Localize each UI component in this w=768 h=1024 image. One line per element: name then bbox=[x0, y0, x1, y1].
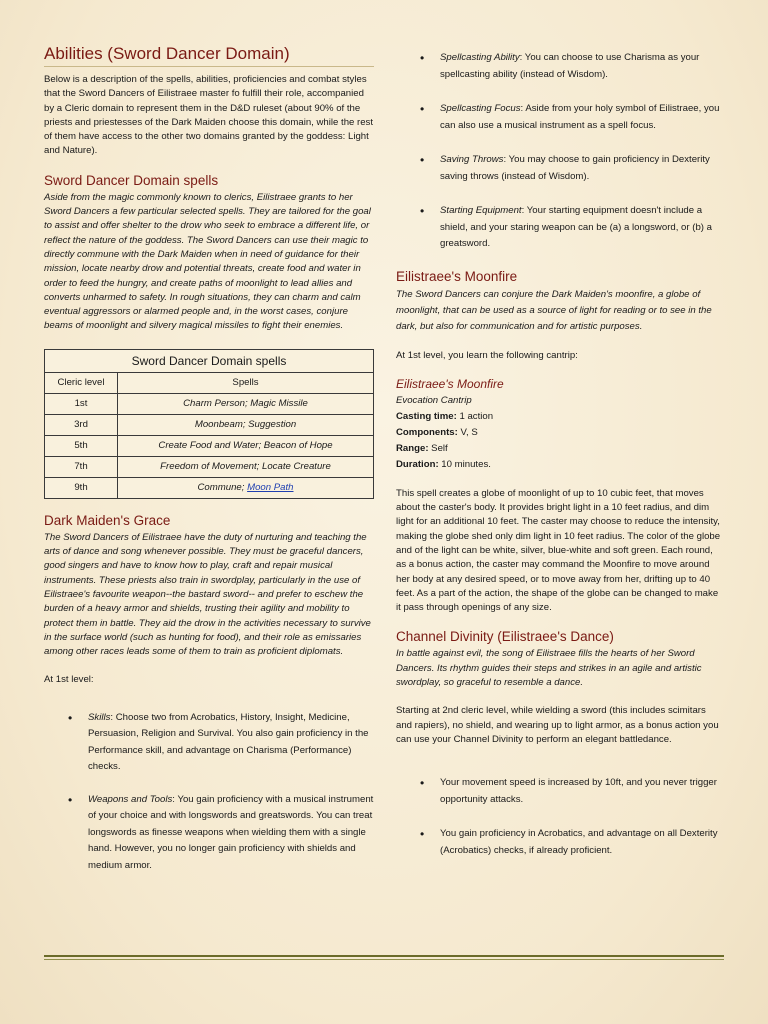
moon-path-link[interactable]: Moon Path bbox=[247, 482, 294, 494]
range-label: Range: bbox=[396, 442, 429, 454]
channel-paragraph: Starting at 2nd cleric level, while wielding a sword (this includes scimitars and rapiers), no shield, and wearing up to light armor, as a bonus action you can use your Channel Divinity to perform an elegant battledance. bbox=[396, 705, 719, 745]
right-column bbox=[396, 50, 724, 859]
bullet-label: Weapons and Tools bbox=[88, 793, 173, 805]
channel-bullet-list bbox=[396, 775, 724, 859]
channel-flavor: In battle against evil, the song of Eilistraee fills the hearts of her Sword Dancers. Its rhythm guides their steps and strikes in an agile and artistic swordplay, so graceful to resemble a dance. bbox=[396, 648, 702, 689]
row-spells: Charm Person; Magic Missile bbox=[118, 393, 374, 414]
bullet-text: : You gain proficiency with a musical instrument of your choice and with longswords and greatswords. You can treat longswords as finesse weapons when wielding them with a single hand. However, you no longer gain proficiency with shields and medium armor. bbox=[88, 793, 374, 871]
bullet-text: : Aside from your holy symbol of Eilistraee, you can also use a musical instrument as a spell focus. bbox=[440, 103, 720, 131]
duration-value: 10 minutes. bbox=[438, 458, 491, 470]
spells-table-wrap bbox=[44, 349, 374, 499]
table-row bbox=[45, 477, 374, 498]
bullet-label: Saving Throws bbox=[440, 154, 504, 165]
table-row bbox=[45, 435, 374, 456]
table-row bbox=[45, 414, 374, 435]
spell-range bbox=[396, 441, 724, 457]
intro-paragraph: Below is a description of the spells, abilities, proficiencies and combat styles that the Sword Dancers of Eilistraee master fo fulfill their role, accompanied by a Cleric domain to represent them in the D&D ruleset (about 90% of the priests and priestesses of the Dark Maiden choose this domain, while the rest of them have access to the other two domains granted by the goddess: Light and Nature). bbox=[44, 74, 374, 157]
bullet-label: Spellcasting Focus bbox=[440, 103, 521, 114]
table-header-row bbox=[45, 372, 374, 393]
bullet-text: : Choose two from Acrobatics, History, Insight, Medicine, Persuasion, Religion and Survival. You also gain proficiency in the Performance skill, and advantage on Charisma (Performance) checks. bbox=[88, 711, 369, 773]
list-item bbox=[396, 203, 724, 253]
casting-value: 1 action bbox=[456, 410, 494, 422]
channel-heading: Channel Divinity (Eilistraee's Dance) bbox=[396, 629, 614, 645]
row-spells bbox=[118, 477, 374, 498]
table-caption: Sword Dancer Domain spells bbox=[44, 349, 374, 372]
spell-duration bbox=[396, 457, 724, 473]
list-item: • You gain proficiency in Acrobatics, and advantage on all Dexterity (Acrobatics) checks, if already proficient. bbox=[396, 826, 724, 859]
cantrip-intro: At 1st level, you learn the following cantrip: bbox=[396, 349, 578, 361]
left-column bbox=[44, 44, 374, 874]
footer-rule-thin bbox=[44, 959, 724, 960]
table-row bbox=[45, 393, 374, 414]
row-level: 1st bbox=[45, 393, 118, 414]
duration-label: Duration: bbox=[396, 458, 439, 470]
spell-casting-time bbox=[396, 409, 724, 425]
components-label: Components: bbox=[396, 426, 458, 438]
row-spells: Create Food and Water; Beacon of Hope bbox=[118, 435, 374, 456]
at-first-level: At 1st level: bbox=[44, 674, 94, 686]
list-item: • Your movement speed is increased by 10ft, and you never trigger opportunity attacks. bbox=[396, 775, 724, 808]
spell-school: Evocation Cantrip bbox=[396, 394, 472, 406]
list-item bbox=[396, 152, 724, 185]
spell-text: Commune; bbox=[197, 482, 248, 494]
bullet-text: : You can choose to use Charisma as your spellcasting ability (instead of Wisdom). bbox=[440, 52, 700, 80]
grace-paragraph: The Sword Dancers of Eilistraee have the duty of nurturing and teaching the arts of dance and song whenever possible. They must be graceful dancers, good singers and have to know how to play, craft and repair musical instruments. These priests also train in swordplay, particularly in the use of Eilistraee's favourite weapon--the bastard sword-- and prefer to eschew the burden of a heavy armor and shields, trusting their agility and mobility to protect them in battle. They aid the drow in the activities necessary to survive in the surface world (such as hunting for food), and their role as emissaries among other races leads some of them to train as proficient diplomats. bbox=[44, 531, 371, 658]
bullet-label: Spellcasting Ability bbox=[440, 52, 520, 63]
col-header-spells: Spells bbox=[118, 372, 374, 393]
row-spells: Freedom of Movement; Locate Creature bbox=[118, 456, 374, 477]
moonfire-paragraph: The Sword Dancers can conjure the Dark Maiden's moonfire, a globe of moonlight, that can be used as a source of light for reading or to see in the dark, but also for communication and for artistic purposes. bbox=[396, 288, 712, 332]
spell-components bbox=[396, 425, 724, 441]
left-bullet-list bbox=[44, 710, 374, 875]
row-level: 9th bbox=[45, 477, 118, 498]
spell-description: This spell creates a globe of moonlight of up to 10 cubic feet, that moves about the caster's body. It provides bright light in a 10 feet radius, and dim light for an additional 10 feet. The caster may choose to reduce the intensity, making the globe shed only dim light in 10 feet radius. The color of the globe and of the light can be white, silver, blue-white and soft green. Each round, as a bonus action, the caster may command the Moonfire to move around her body at any desired speed, or to move away from her, drifting up to 40 feet. As a part of the action, the shape of the globe can be changed to make it pass through openings of any size. bbox=[396, 487, 721, 614]
section-title: Abilities (Sword Dancer Domain) bbox=[44, 44, 374, 67]
col-header-level: Cleric level bbox=[45, 372, 118, 393]
right-bullet-list bbox=[396, 50, 724, 253]
list-item bbox=[396, 101, 724, 134]
table-row bbox=[45, 456, 374, 477]
moonfire-heading: Eilistraee's Moonfire bbox=[396, 268, 518, 284]
footer-rule bbox=[44, 955, 724, 957]
range-value: Self bbox=[428, 442, 448, 454]
spells-paragraph: Aside from the magic commonly known to clerics, Eilistraee grants to her Sword Dancers a few particular selected spells. They are tailored for the goal to assist and offer shelter to the drow who seek to embrace a different life, or reflect the nature of the goddess. The Sword Dancers can use their magic to directly commune with the Dark Maiden when in need of guidance for their mission, locate nearby drow and potential threats, create food and water in order to feed the hungry, and create paths of moonlight to lead allies and converts unharmed to safety. In rough situations, they can charm and calm eventual aggressors or alarmed people and, in the worst cases, conjure beams of moonlight and silvery magical missiles to fight their enemies. bbox=[44, 191, 371, 332]
bullet-text: : You may choose to gain proficiency in Dexterity saving throws (instead of Wisdom). bbox=[440, 154, 710, 182]
list-item bbox=[44, 792, 374, 875]
row-level: 7th bbox=[45, 456, 118, 477]
row-level: 3rd bbox=[45, 414, 118, 435]
bullet-text: : Your starting equipment doesn't include a shield, and your staring weapon can be (a) a longsword, or (b) a greatsword. bbox=[440, 205, 712, 249]
bullet-label: Starting Equipment bbox=[440, 205, 522, 216]
row-spells: Moonbeam; Suggestion bbox=[118, 414, 374, 435]
components-value: V, S bbox=[457, 426, 478, 438]
grace-heading: Dark Maiden's Grace bbox=[44, 512, 171, 528]
spell-name: Eilistraee's Moonfire bbox=[396, 376, 504, 391]
spells-heading: Sword Dancer Domain spells bbox=[44, 172, 219, 188]
list-item bbox=[44, 710, 374, 776]
spells-table bbox=[44, 372, 374, 499]
row-level: 5th bbox=[45, 435, 118, 456]
casting-label: Casting time: bbox=[396, 410, 457, 422]
list-item bbox=[396, 50, 724, 83]
bullet-label: Skills bbox=[88, 711, 111, 723]
